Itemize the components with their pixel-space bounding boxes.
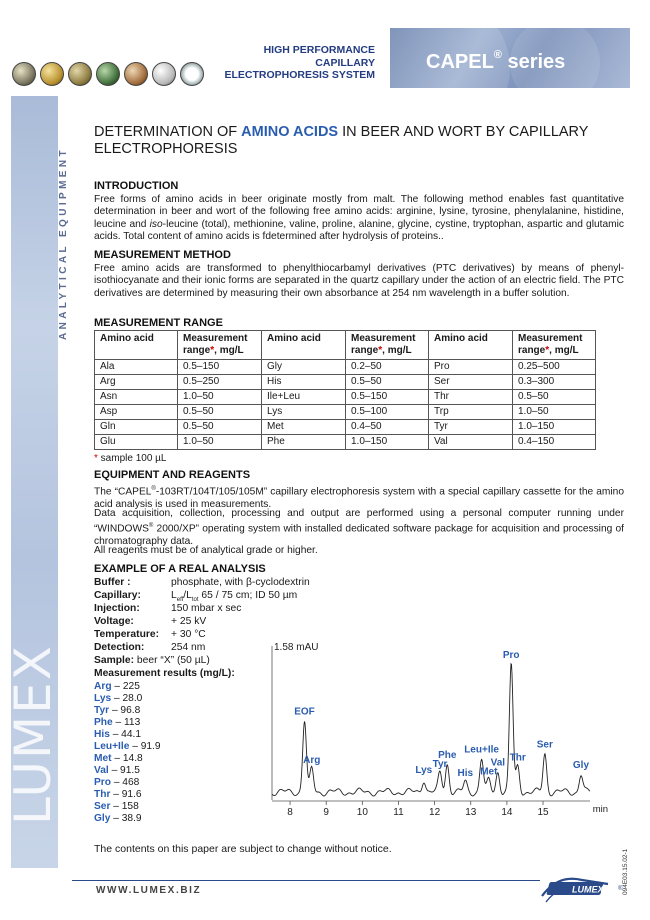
equip-p1-c: -103RT/104T/105/105M” capillary electrophoresis system with a special capillary cassette for the amino acid analysis is used in measurements. bbox=[94, 486, 624, 510]
equip-p1-a: The “CAPEL bbox=[94, 486, 152, 498]
result-item bbox=[94, 741, 161, 753]
table-cell: Phe bbox=[262, 435, 346, 450]
result-aa: Leu+Ile bbox=[94, 741, 130, 752]
result-value: – 91.9 bbox=[129, 741, 161, 752]
result-value: – 113 bbox=[112, 717, 141, 728]
capillary-label: Capillary: bbox=[94, 590, 141, 601]
x-tick-label: 13 bbox=[465, 807, 477, 818]
intro-part-2: -leucine (total), methionine, valine, proline, alanine, glycine, cystine, tryptophan, aspartic and glutamic acids. Total content of amino acids is fdetermined after hydrolysis of proteins.. bbox=[94, 218, 624, 243]
result-item bbox=[94, 765, 140, 777]
title-post: IN BEER AND WORT BY CAPILLARY ELECTROPHORESIS bbox=[94, 124, 589, 157]
peak-label: Val bbox=[490, 757, 506, 769]
table-cell: Ser bbox=[429, 375, 513, 390]
capillary-sub-tot: tot bbox=[191, 597, 199, 604]
page-title bbox=[94, 124, 634, 158]
results-heading: Measurement results (mg/L): bbox=[94, 668, 235, 679]
x-tick-label: 11 bbox=[393, 807, 404, 818]
col-range-unit: , mg/L bbox=[382, 345, 412, 356]
intro-iso: iso bbox=[149, 218, 163, 230]
footer-notice: The contents on this paper are subject to change without notice. bbox=[94, 843, 392, 855]
title-highlight: AMINO ACIDS bbox=[241, 124, 339, 140]
col-range-text: Measurement range bbox=[351, 333, 416, 356]
header-product-icons bbox=[12, 62, 204, 86]
system-line-1: HIGH PERFORMANCE bbox=[263, 44, 375, 56]
x-tick-label: 10 bbox=[356, 807, 368, 818]
result-item bbox=[94, 705, 140, 717]
peak-label: Leu+Ile bbox=[464, 744, 499, 756]
voltage-label: Voltage: bbox=[94, 616, 134, 627]
magnifier-icon bbox=[180, 62, 204, 86]
injection-label: Injection: bbox=[94, 603, 140, 614]
col-range-star: * bbox=[378, 345, 383, 356]
table-cell: 0.25–500 bbox=[513, 360, 596, 375]
capillary-l2: /L bbox=[183, 590, 192, 601]
result-item bbox=[94, 693, 142, 705]
capillary-value: 65 / 75 cm; ID 50 µm bbox=[198, 590, 298, 601]
sample-label: Sample: bbox=[94, 655, 135, 666]
col-range-unit: , mg/L bbox=[549, 345, 579, 356]
table-cell: 0.5–50 bbox=[513, 390, 596, 405]
table-row bbox=[95, 405, 596, 420]
result-value: – 468 bbox=[110, 777, 140, 788]
example-heading: EXAMPLE OF A REAL ANALYSIS bbox=[94, 563, 266, 575]
equipment-paragraph-3: All reagents must be of analytical grade or higher. bbox=[94, 545, 318, 556]
col-range-3 bbox=[513, 331, 596, 360]
table-cell: 0.5–100 bbox=[346, 405, 429, 420]
buffer-row bbox=[94, 577, 310, 590]
result-item bbox=[94, 813, 142, 825]
series-reg-mark: ® bbox=[493, 49, 502, 61]
product-icon-4 bbox=[96, 62, 120, 86]
series-name: CAPEL bbox=[426, 51, 494, 73]
table-cell: 0.5–50 bbox=[178, 420, 262, 435]
sample-row bbox=[94, 655, 210, 668]
intro-part-1: Free forms of amino acids in beer originate mostly from malt. The following method enables fast quantitative determination in beer and wort of the following free amino acids: arginine, lysine, tyrosine, phenylalanine, histidine, leucine and bbox=[94, 194, 624, 230]
series-suffix: series bbox=[507, 51, 566, 73]
table-cell: 0.4–150 bbox=[513, 435, 596, 450]
peak-label: His bbox=[457, 767, 474, 779]
table-cell: 0.5–150 bbox=[178, 360, 262, 375]
x-tick-label: 15 bbox=[537, 807, 549, 818]
note-text: sample 100 µL bbox=[97, 453, 167, 464]
result-item bbox=[94, 801, 139, 813]
result-value: – 96.8 bbox=[109, 705, 141, 716]
document-code: 094E03.15.02-1 bbox=[622, 848, 629, 895]
table-cell: 1.0–150 bbox=[346, 435, 429, 450]
table-cell: Ile+Leu bbox=[262, 390, 346, 405]
table-cell: Asp bbox=[95, 405, 178, 420]
result-aa: Phe bbox=[94, 717, 113, 728]
introduction-text bbox=[94, 194, 624, 244]
col-range-star: * bbox=[545, 345, 550, 356]
table-header-row bbox=[95, 331, 596, 360]
result-value: – 91.6 bbox=[110, 789, 142, 800]
method-heading: MEASUREMENT METHOD bbox=[94, 249, 231, 261]
side-analytical-equipment: ANALYTICAL EQUIPMENT bbox=[58, 146, 69, 340]
table-cell: Asn bbox=[95, 390, 178, 405]
sample-value: beer “X” (50 µL) bbox=[134, 655, 210, 666]
peak-label: Phe bbox=[438, 749, 457, 761]
product-icon-6 bbox=[152, 62, 176, 86]
injection-value: 150 mbar x sec bbox=[171, 603, 242, 614]
result-value: – 158 bbox=[110, 801, 139, 812]
introduction-heading: INTRODUCTION bbox=[94, 180, 179, 192]
result-aa: Arg bbox=[94, 681, 112, 692]
col-range-unit: , mg/L bbox=[214, 345, 244, 356]
capillary-l: L bbox=[171, 590, 177, 601]
temperature-value: + 30 °C bbox=[171, 629, 206, 640]
x-tick-label: 14 bbox=[501, 807, 513, 818]
table-row bbox=[95, 420, 596, 435]
table-cell: 0.3–300 bbox=[513, 375, 596, 390]
result-item bbox=[94, 681, 140, 693]
logo-reg-mark: ® bbox=[618, 886, 623, 892]
table-cell: Glu bbox=[95, 435, 178, 450]
table-cell: Arg bbox=[95, 375, 178, 390]
result-value: – 38.9 bbox=[110, 813, 142, 824]
table-cell: 0.5–50 bbox=[346, 375, 429, 390]
x-tick-label: 8 bbox=[287, 807, 293, 818]
col-range-2 bbox=[346, 331, 429, 360]
table-cell: 0.5–150 bbox=[346, 390, 429, 405]
result-item bbox=[94, 729, 141, 741]
col-amino-acid-1: Amino acid bbox=[95, 331, 178, 360]
result-item bbox=[94, 789, 142, 801]
voltage-row bbox=[94, 616, 206, 629]
side-lumex-logo: LUMEX bbox=[4, 644, 62, 826]
result-value: – 225 bbox=[111, 681, 140, 692]
footer-divider bbox=[72, 880, 540, 881]
table-cell: Pro bbox=[429, 360, 513, 375]
table-cell: Val bbox=[429, 435, 513, 450]
table-row bbox=[95, 360, 596, 375]
equip-p2-reg: ® bbox=[148, 523, 154, 530]
series-title bbox=[426, 49, 565, 74]
table-cell: 1.0–50 bbox=[178, 435, 262, 450]
product-icon-1 bbox=[12, 62, 36, 86]
buffer-value: phosphate, with β-cyclodextrin bbox=[171, 577, 310, 588]
measurement-range-table bbox=[94, 330, 596, 450]
result-aa: Pro bbox=[94, 777, 111, 788]
col-range-text: Measurement range bbox=[183, 333, 248, 356]
table-row bbox=[95, 435, 596, 450]
electropherogram-chart bbox=[268, 638, 613, 818]
result-aa: Thr bbox=[94, 789, 111, 800]
result-aa: His bbox=[94, 729, 110, 740]
result-aa: Val bbox=[94, 765, 109, 776]
table-cell: Thr bbox=[429, 390, 513, 405]
equip-p1-reg: ® bbox=[151, 486, 156, 492]
signal-trace bbox=[272, 664, 590, 796]
system-line-3: ELECTROPHORESIS SYSTEM bbox=[224, 69, 375, 81]
product-icon-5 bbox=[124, 62, 148, 86]
result-aa: Met bbox=[94, 753, 112, 764]
table-cell: Lys bbox=[262, 405, 346, 420]
title-pre: DETERMINATION OF bbox=[94, 124, 242, 140]
table-cell: 1.0–50 bbox=[513, 405, 596, 420]
peak-label: Lys bbox=[415, 765, 433, 777]
peak-label: Tyr bbox=[432, 758, 448, 770]
product-icon-3 bbox=[68, 62, 92, 86]
table-cell: 0.4–50 bbox=[346, 420, 429, 435]
table-cell: His bbox=[262, 375, 346, 390]
peak-label: EOF bbox=[294, 706, 315, 718]
voltage-value: + 25 kV bbox=[171, 616, 207, 627]
sample-note bbox=[94, 453, 167, 464]
result-item bbox=[94, 753, 143, 765]
product-icon-2 bbox=[40, 62, 64, 86]
peak-label: Gly bbox=[572, 760, 590, 772]
result-aa: Lys bbox=[94, 693, 112, 704]
temperature-label: Temperature: bbox=[94, 629, 160, 640]
system-line-2: CAPILLARY bbox=[315, 56, 375, 69]
table-cell: 0.2–50 bbox=[346, 360, 429, 375]
col-range-text: Measurement range bbox=[518, 333, 583, 356]
buffer-label: Buffer : bbox=[94, 577, 131, 588]
system-name bbox=[210, 44, 375, 82]
peak-label: Arg bbox=[303, 754, 321, 766]
table-cell: 0.5–250 bbox=[178, 375, 262, 390]
peak-label: Ser bbox=[536, 739, 553, 751]
table-cell: Gly bbox=[262, 360, 346, 375]
note-star: * bbox=[94, 453, 98, 464]
equipment-heading: EQUIPMENT AND REAGENTS bbox=[94, 469, 251, 481]
table-cell: Tyr bbox=[429, 420, 513, 435]
result-value: – 91.5 bbox=[108, 765, 140, 776]
col-amino-acid-3: Amino acid bbox=[429, 331, 513, 360]
logo-text: LUMEX bbox=[572, 884, 604, 895]
result-aa: Gly bbox=[94, 813, 111, 824]
table-cell: 1.0–150 bbox=[513, 420, 596, 435]
table-cell: Met bbox=[262, 420, 346, 435]
equipment-paragraph-1 bbox=[94, 483, 624, 511]
result-value: – 44.1 bbox=[109, 729, 142, 740]
method-text: Free amino acids are transformed to phenylthiocarbamyl derivatives (PTC derivatives) by means of phenyl-isothiocyanate and their ionic forms are separated in the quartz capillary under the action of an electric field. The PTC derivatives are determined by measuring their own absorbance at 254 nm wavelength in a buffer solution. bbox=[94, 263, 624, 299]
peak-label: Met bbox=[480, 766, 498, 778]
table-cell: 1.0–50 bbox=[178, 390, 262, 405]
x-unit-label: min bbox=[592, 804, 608, 815]
result-aa: Tyr bbox=[94, 705, 110, 716]
table-row bbox=[95, 390, 596, 405]
x-tick-label: 12 bbox=[429, 807, 441, 818]
x-tick-label: 9 bbox=[323, 807, 329, 818]
result-aa: Ser bbox=[94, 801, 111, 812]
range-heading: MEASUREMENT RANGE bbox=[94, 317, 223, 329]
col-amino-acid-2: Amino acid bbox=[262, 331, 346, 360]
table-cell: Trp bbox=[429, 405, 513, 420]
y-scale-label: 1.58 mAU bbox=[274, 642, 319, 653]
injection-row bbox=[94, 603, 241, 616]
result-item bbox=[94, 717, 140, 729]
equip-p2-a: Data acquisition, collection, processing and output are performed using a personal computer running under “WINDOWS bbox=[94, 508, 624, 535]
table-row bbox=[95, 375, 596, 390]
detection-value: 254 nm bbox=[171, 642, 206, 653]
result-item bbox=[94, 777, 139, 789]
table-cell: Gln bbox=[95, 420, 178, 435]
equip-p2-c: 2000/XP” operating system with installed dedicated software package for acquisition and processing of chromatography data. bbox=[94, 523, 624, 548]
peak-label: Thr bbox=[509, 752, 526, 764]
detection-label: Detection: bbox=[94, 642, 145, 653]
detection-row bbox=[94, 642, 205, 655]
table-cell: Ala bbox=[95, 360, 178, 375]
capillary-sub-eff: eff bbox=[176, 597, 184, 604]
peak-label: Pro bbox=[502, 650, 520, 661]
lumex-logo bbox=[538, 866, 628, 906]
table-cell: 0.5–50 bbox=[178, 405, 262, 420]
temperature-row bbox=[94, 629, 206, 642]
col-range-star: * bbox=[210, 345, 215, 356]
result-value: – 28.0 bbox=[111, 693, 143, 704]
result-value: – 14.8 bbox=[111, 753, 143, 764]
equipment-paragraph-2 bbox=[94, 508, 624, 549]
col-range-1 bbox=[178, 331, 262, 360]
footer-url: WWW.LUMEX.BIZ bbox=[96, 885, 202, 896]
